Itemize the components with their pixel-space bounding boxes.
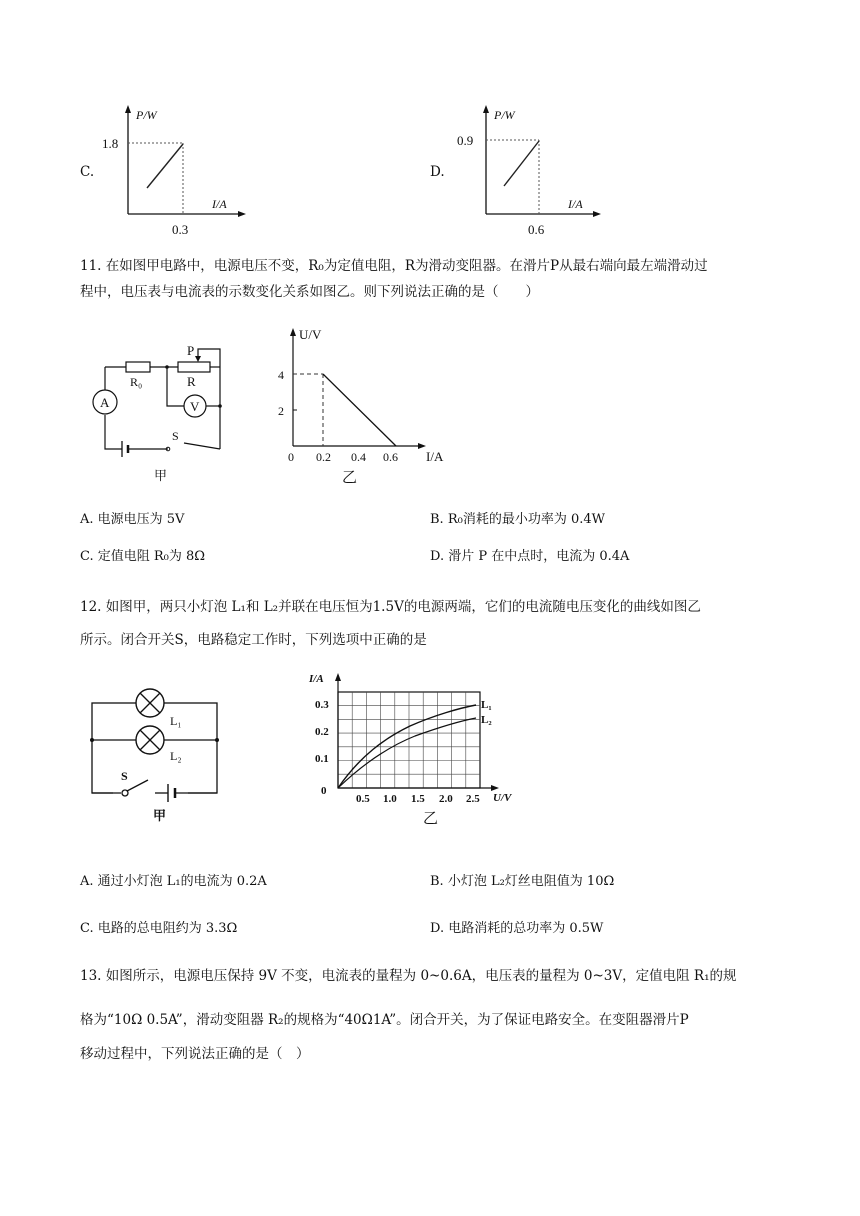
q11-graph-caption: 乙 [342,470,358,486]
ammeter-label: A [100,395,110,410]
q12-graph-x-axis-label: U/V [493,792,512,804]
q12-graph-y-tick-0-1: 0.1 [315,753,329,765]
q12-circuit-caption: 甲 [153,808,167,823]
slider-label: P [187,343,195,358]
q12-circuit-diagram [85,680,235,825]
rheostat-r [178,362,210,372]
q12-legend-l2: L₂ [481,714,492,726]
q12-iu-graph [305,668,515,828]
q12-graph-x-tick-1-0: 1.0 [383,793,397,805]
q12-switch-label: S [121,769,128,783]
switch-label: S [172,429,179,443]
q13-stem-line-3: 移动过程中，下列说法正确的是（ ） [80,1046,310,1062]
q12-option-c[interactable]: C. 电路的总电阻约为 3.3Ω [80,921,238,936]
lamp-l1-label: L₁ [170,714,182,728]
q11-circuit-diagram [80,340,240,490]
q11-graph-x-tick-0-6: 0.6 [383,450,398,464]
option-c-y-tick: 1.8 [102,136,119,151]
q11-uv-graph [270,322,460,487]
q11-graph-y-axis-label: U/V [299,327,322,342]
option-c-graph [100,102,250,242]
q11-option-c[interactable]: C. 定值电阻 R₀为 8Ω [80,549,206,564]
q11-circuit-caption: 甲 [154,468,168,483]
q12-legend-l1: L₁ [481,699,492,711]
curve-l2 [338,718,476,788]
q12-option-a[interactable]: A. 通过小灯泡 L₁的电流为 0.2A [80,874,267,889]
q12-graph-x-tick-2-0: 2.0 [439,793,453,805]
option-d-y-tick: 0.9 [457,133,474,148]
q13-stem-line-2: 格为“10Ω 0.5A”，滑动变阻器 R₂的规格为“40Ω1A”。闭合开关，为了保证电路安全。在变阻器滑片P [80,1012,689,1028]
option-d-y-axis-label: P/W [494,108,515,122]
option-d-x-axis-label: I/A [568,197,583,211]
resistor-r0 [126,362,150,372]
q11-option-b[interactable]: B. R₀消耗的最小功率为 0.4W [430,512,605,527]
q11-graph-x-tick-0-4: 0.4 [351,450,366,464]
q11-graph-y-tick-2: 2 [278,404,284,418]
voltmeter-label: V [190,399,200,414]
q12-graph-y-tick-0-2: 0.2 [315,726,329,738]
q12-stem-line-1: 12. 如图甲，两只小灯泡 L₁和 L₂并联在电压恒为1.5V的电源两端，它们的电流随电压变化的曲线如图乙 [80,599,701,615]
q11-stem-line-2: 程中，电压表与电流表的示数变化关系如图乙。则下列说法正确的是（ ） [80,284,539,300]
option-c-label: C. [80,164,95,180]
q12-graph-x-tick-1-5: 1.5 [411,793,425,805]
q11-graph-x-tick-0: 0 [288,450,294,464]
q12-graph-caption: 乙 [423,811,439,827]
lamp-l2-label: L₂ [170,749,182,763]
q12-graph-x-tick-0-5: 0.5 [356,793,370,805]
option-c-x-tick: 0.3 [172,222,189,237]
option-c-y-axis-label: P/W [136,108,157,122]
option-d-graph [455,102,605,242]
q11-graph-y-tick-4: 4 [278,368,284,382]
rheostat-label: R [187,374,196,389]
q13-stem-line-1: 13. 如图所示，电源电压保持 9V 不变，电流表的量程为 0~0.6A，电压表的量程为 0~3V，定值电阻 R₁的规 [80,968,737,984]
q12-graph-y-tick-0: 0 [321,785,327,797]
q11-option-d[interactable]: D. 滑片 P 在中点时，电流为 0.4A [430,549,630,564]
resistor-r0-label: R₀ [130,375,143,389]
q11-stem-line-1: 11. 在如图甲电路中，电源电压不变，R₀为定值电阻，R为滑动变阻器。在滑片P从最右端向最左端滑动过 [80,258,708,274]
q12-option-d[interactable]: D. 电路消耗的总功率为 0.5W [430,921,604,936]
q12-graph-y-tick-0-3: 0.3 [315,699,329,711]
option-c-x-axis-label: I/A [212,197,227,211]
option-d-label: D. [430,164,445,180]
q12-graph-x-tick-2-5: 2.5 [466,793,480,805]
option-d-x-tick: 0.6 [528,222,545,237]
q11-graph-x-tick-0-2: 0.2 [316,450,331,464]
q11-graph-x-axis-label: I/A [426,449,444,464]
q12-stem-line-2: 所示。闭合开关S，电路稳定工作时，下列选项中正确的是 [80,632,427,648]
q12-graph-y-axis-label: I/A [309,673,324,685]
q12-option-b[interactable]: B. 小灯泡 L₂灯丝电阻值为 10Ω [430,874,615,889]
q11-option-a[interactable]: A. 电源电压为 5V [80,512,185,527]
